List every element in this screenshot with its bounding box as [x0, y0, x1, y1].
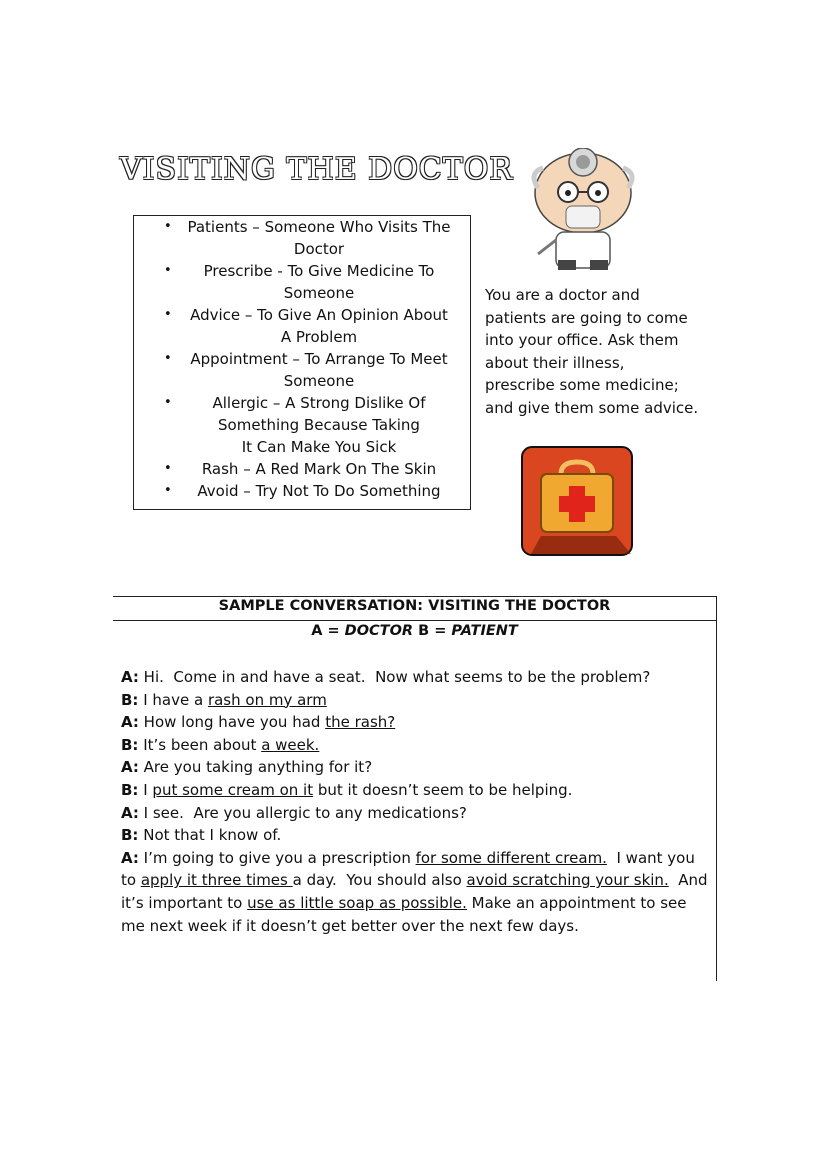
instructions-line: and give them some advice.: [485, 398, 699, 417]
page-title: VISITING THE DOCTOR: [120, 152, 513, 187]
vocabulary-term-line: Advice – To Give An Opinion About: [190, 306, 448, 324]
bullet-icon: •: [164, 461, 172, 476]
instructions-text: [485, 284, 700, 420]
speaker-label: A:: [121, 848, 139, 867]
dialogue-text: Hi. Come in and have a seat. Now what seems to be the problem?: [143, 668, 651, 686]
box-top-border: [113, 596, 716, 597]
vocabulary-definition-line: A Problem: [280, 328, 358, 346]
vocabulary-definition-line: Someone: [283, 372, 355, 390]
heading-divider: [113, 620, 716, 621]
speaker-label: A:: [121, 713, 139, 732]
dialogue-text: a day. You should also: [292, 871, 467, 890]
sample-conversation-box: [113, 596, 717, 981]
conversation-line: [121, 915, 715, 938]
bullet-icon: •: [164, 263, 172, 278]
role-b-label: B =: [413, 623, 452, 639]
role-b: PATIENT: [451, 623, 518, 639]
dialogue-text: I’m going to give you a prescription: [143, 848, 416, 867]
conversation-line: [121, 779, 715, 802]
conversation-lines: [121, 666, 715, 937]
vocabulary-term-line: Patients – Someone Who Visits The: [187, 218, 451, 236]
bullet-icon: •: [164, 351, 172, 366]
dialogue-text: I have a: [143, 690, 208, 709]
dialogue-text: to: [121, 871, 141, 890]
vocabulary-definition-line: Doctor: [293, 240, 345, 258]
vocabulary-item: [134, 480, 470, 502]
speaker-label: B:: [121, 690, 139, 709]
dialogue-text: Not that I know of.: [143, 826, 282, 845]
bullet-icon: •: [164, 395, 172, 410]
vocabulary-item: [134, 348, 470, 392]
dialogue-text: Are you taking anything for it?: [143, 758, 373, 777]
speaker-label: A:: [121, 668, 139, 686]
conversation-line: [121, 869, 715, 892]
conversation-line: [121, 711, 715, 734]
instructions-line: You are a doctor and: [485, 286, 640, 304]
vocabulary-definition-line: Someone: [283, 284, 355, 302]
speaker-label: B:: [121, 826, 139, 845]
speaker-label: B:: [121, 780, 139, 799]
vocabulary-definition-line: Something Because Taking: [218, 416, 420, 434]
underlined-phrase: the rash?: [325, 713, 396, 732]
bullet-icon: •: [164, 307, 172, 322]
vocabulary-item: [134, 392, 470, 458]
dialogue-text: I want you: [606, 848, 695, 867]
speaker-label: A:: [121, 758, 139, 777]
speaker-label: A:: [121, 803, 139, 822]
conversation-line: [121, 892, 715, 915]
dialogue-text: And: [668, 871, 708, 890]
dialogue-text: I see. Are you allergic to any medications?: [143, 803, 467, 822]
bullet-icon: •: [164, 219, 172, 234]
underlined-phrase: rash on my arm: [207, 690, 327, 709]
instructions-line: prescribe some medicine;: [485, 376, 679, 395]
instructions-line: into your office. Ask them: [485, 331, 679, 350]
instructions-line: about their illness,: [485, 353, 625, 372]
conversation-line: [121, 689, 715, 712]
vocabulary-definition-line: It Can Make You Sick: [241, 438, 397, 456]
role-a-label: A =: [311, 623, 345, 639]
vocabulary-item: [134, 216, 470, 260]
underlined-phrase: for some different cream.: [415, 848, 607, 867]
conversation-line: [121, 756, 715, 779]
underlined-phrase: apply it three times: [140, 871, 293, 890]
instructions-line: patients are going to come: [485, 308, 688, 327]
first-aid-kit-icon: [521, 446, 633, 556]
conversation-line: [121, 847, 715, 870]
conversation-line: [121, 734, 715, 757]
dialogue-text: it’s important to: [121, 893, 248, 912]
vocabulary-box: [133, 215, 471, 510]
role-a: DOCTOR: [344, 623, 414, 639]
dialogue-text: It’s been about: [143, 735, 262, 754]
vocabulary-item: [134, 260, 470, 304]
vocabulary-term-line: Rash – A Red Mark On The Skin: [201, 460, 437, 478]
conversation-heading: SAMPLE CONVERSATION: VISITING THE DOCTOR: [218, 598, 611, 614]
conversation-line: [121, 824, 715, 847]
speaker-label: B:: [121, 735, 139, 754]
dialogue-text: me next week if it doesn’t get better over the next few days.: [121, 916, 579, 935]
vocabulary-item: [134, 458, 470, 480]
vocabulary-term-line: Prescribe - To Give Medicine To: [203, 262, 435, 280]
vocabulary-list: [134, 216, 470, 502]
bullet-icon: •: [164, 483, 172, 498]
underlined-phrase: a week.: [261, 735, 320, 754]
underlined-phrase: avoid scratching your skin.: [466, 871, 669, 890]
dialogue-text: How long have you had: [143, 713, 326, 732]
conversation-line: [121, 802, 715, 825]
dialogue-text: but it doesn’t seem to be helping.: [313, 780, 573, 799]
vocabulary-term-line: Avoid – Try Not To Do Something: [197, 482, 441, 500]
vocabulary-term-line: Appointment – To Arrange To Meet: [190, 350, 448, 368]
vocabulary-term-line: Allergic – A Strong Dislike Of: [212, 394, 426, 412]
underlined-phrase: use as little soap as possible.: [247, 893, 467, 912]
doctor-cartoon-icon: [508, 148, 658, 273]
box-right-border: [716, 596, 717, 981]
roles-line: [113, 623, 716, 639]
dialogue-text: Make an appointment to see: [466, 893, 687, 912]
underlined-phrase: put some cream on it: [152, 780, 314, 799]
dialogue-text: I: [143, 780, 153, 799]
conversation-line: [121, 666, 715, 689]
vocabulary-item: [134, 304, 470, 348]
